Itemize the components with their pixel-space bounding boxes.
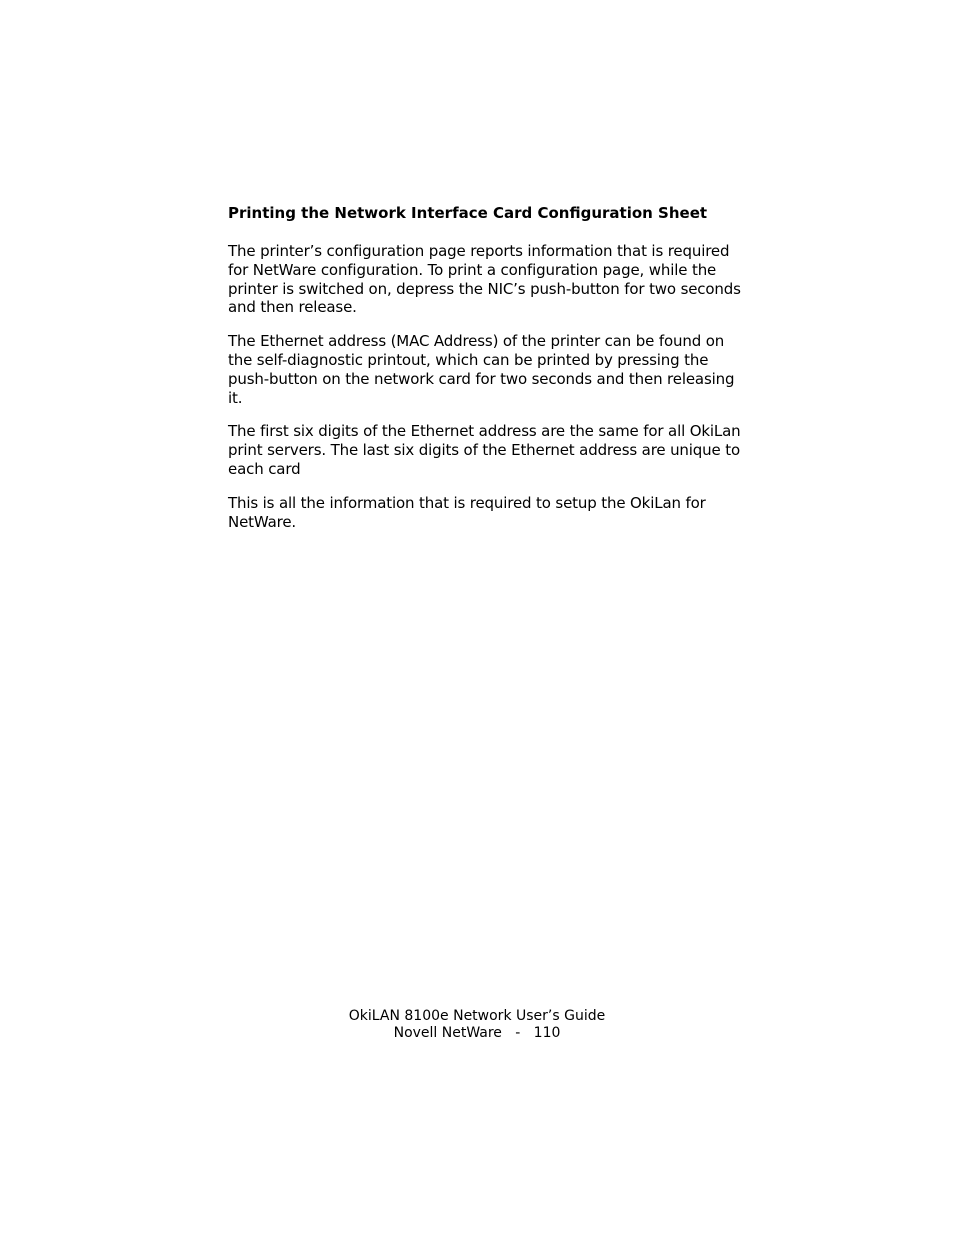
section-heading: Printing the Network Interface Card Configuration Sheet: [228, 204, 708, 222]
footer-guide-title: OkiLAN 8100e Network User’s Guide: [348, 1008, 606, 1024]
paragraph-summary: This is all the information that is required to setup the OkiLan for NetWare.: [228, 493, 706, 531]
paragraph-mac-address: The Ethernet address (MAC Address) of the printer can be found on the self-diagnostic printout, which can be printed by pressing the push-button on the network card for two seconds and then releasing it.: [228, 332, 735, 407]
paragraph-ethernet-digits: The first six digits of the Ethernet address are the same for all OkiLan print servers. The last six digits of the Ethernet address are unique to each card: [228, 422, 741, 478]
page-footer: [0, 1008, 954, 1042]
page-content: [228, 204, 748, 546]
paragraph-config-page: The printer’s configuration page reports information that is required for NetWare configuration. To print a configuration page, while the printer is switched on, depress the NIC’s push-button for two seconds and then release.: [228, 242, 741, 317]
footer-page-number: Novell NetWare - 110: [393, 1025, 561, 1041]
